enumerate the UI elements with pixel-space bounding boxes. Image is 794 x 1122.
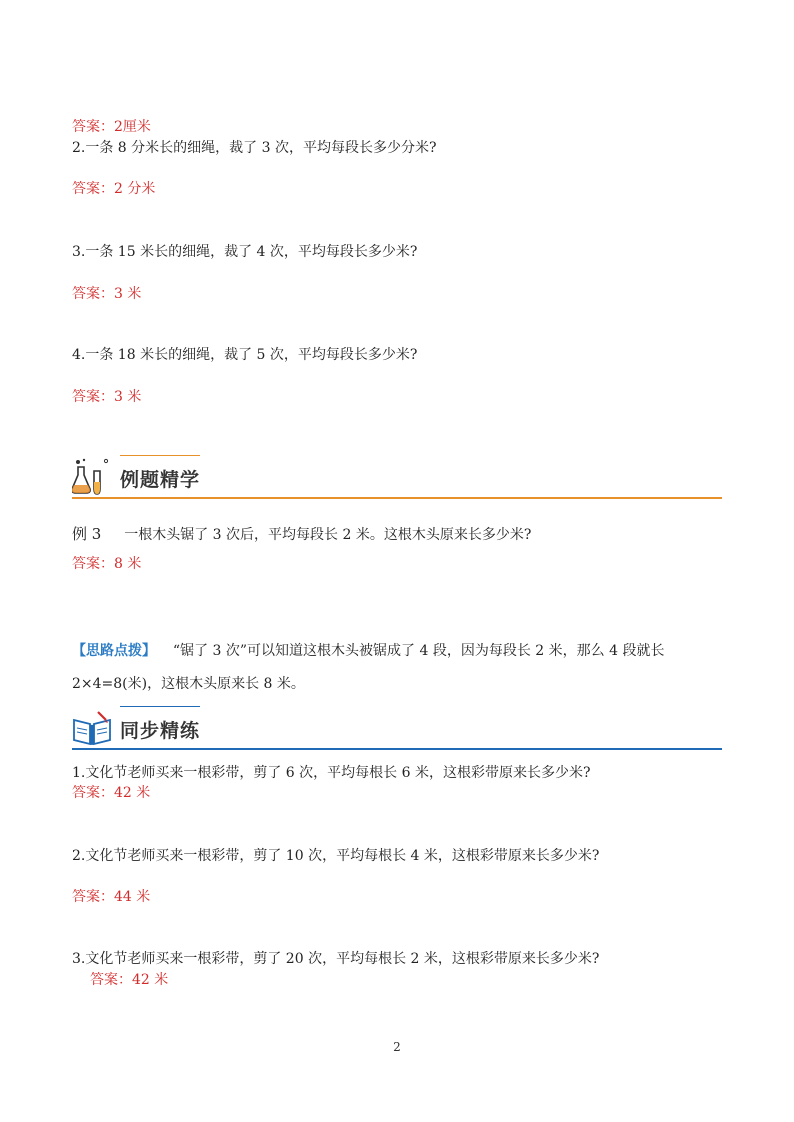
- sync-answer-3: 答案：42 米: [90, 972, 169, 988]
- answer-1: 答案：2厘米: [72, 119, 151, 135]
- question-2: 2.一条 8 分米长的细绳，裁了 3 次，平均每段长多少分米?: [72, 140, 437, 156]
- sync-question-3: 3.文化节老师买来一根彩带，剪了 20 次，平均每根长 2 米，这根彩带原来长多少米?: [72, 951, 600, 967]
- question-3: 3.一条 15 米长的细绳，裁了 4 次，平均每段长多少米?: [72, 244, 418, 260]
- hint-text-1: “锯了 3 次”可以知道这根木头被锯成了 4 段，因为每段长 2 米，那么 4 段就长: [172, 643, 665, 659]
- book-icon: [72, 708, 112, 748]
- sync-answer-1: 答案：42 米: [72, 785, 151, 801]
- section-divider: [72, 748, 722, 750]
- hint-line-1: [72, 642, 664, 660]
- example-question: [72, 525, 531, 544]
- example-answer: 答案：8 米: [72, 556, 142, 572]
- sync-question-2: 2.文化节老师买来一根彩带，剪了 10 次，平均每根长 4 米，这根彩带原来长多少米?: [72, 848, 600, 864]
- header-overline: [120, 455, 200, 456]
- sync-answer-2: 答案：44 米: [72, 889, 151, 905]
- answer-3: 答案：3 米: [72, 286, 142, 302]
- page-number: 2: [393, 1040, 401, 1054]
- example-section-header: [72, 455, 722, 499]
- answer-2: 答案：2 分米: [72, 181, 156, 197]
- section-title: 例题精学: [120, 469, 201, 491]
- sync-question-1: 1.文化节老师买来一根彩带，剪了 6 次，平均每根长 6 米，这根彩带原来长多少米?: [72, 765, 591, 781]
- hint-line-2: 2×4=8(米)，这根木头原来长 8 米。: [72, 676, 305, 692]
- example-label: 例 3: [72, 525, 102, 543]
- section-title: 同步精练: [120, 720, 201, 742]
- answer-4: 答案：3 米: [72, 389, 142, 405]
- header-overline: [120, 706, 200, 707]
- flask-icon: [72, 457, 112, 497]
- sync-section-header: [72, 706, 722, 750]
- hint-label: 【思路点拨】: [72, 643, 156, 659]
- example-text: 一根木头锯了 3 次后，平均每段长 2 米。这根木头原来长多少米?: [124, 527, 532, 543]
- question-4: 4.一条 18 米长的细绳，裁了 5 次，平均每段长多少米?: [72, 347, 418, 363]
- section-divider: [72, 497, 722, 499]
